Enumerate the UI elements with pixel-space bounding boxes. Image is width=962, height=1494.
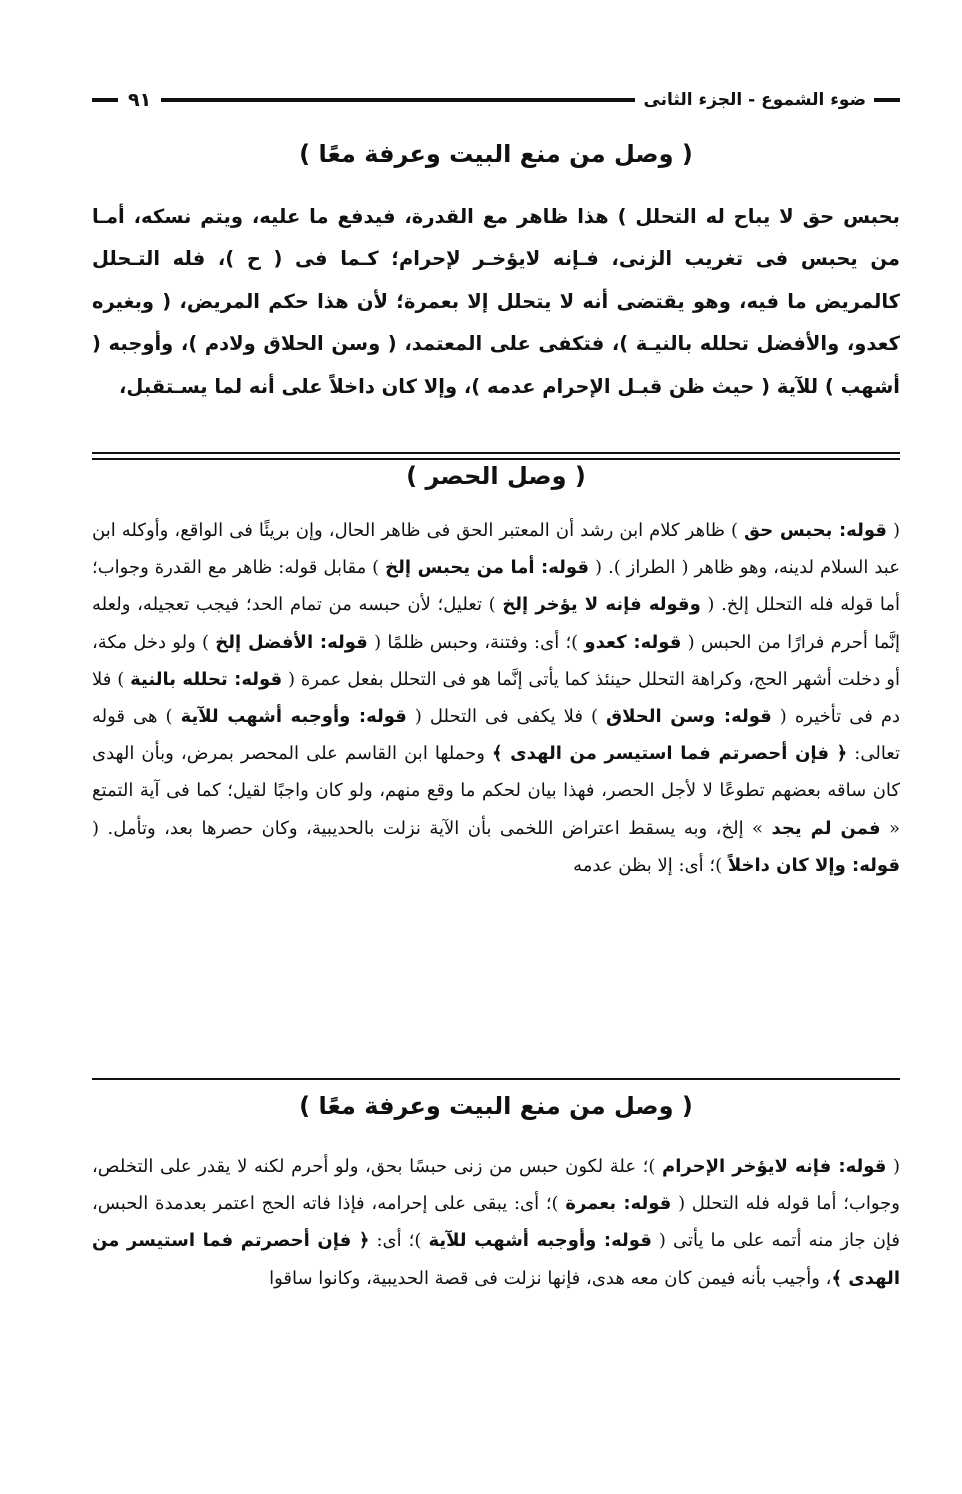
bold-lemma: قوله: فإنه لايؤخر الإحرام: [662, 1156, 887, 1177]
page-number: ٩١: [128, 89, 152, 111]
bold-lemma: ﴿ فإن أحصرتم فما استيسر من الهدى ﴾: [491, 743, 848, 765]
commentary-text: ) فلا يكفى فى التحلل (: [406, 706, 607, 728]
bold-lemma: قوله: الأفضل إلخ: [215, 631, 368, 653]
header-dash-right: [874, 98, 900, 102]
main-text-paragraph: بحبس حق لا يباح له التحلل ) هذا ظاهر مع القدرة، فيدفع ما عليه، ويتم نسكه، أمـا من يحبس فى تغريب الزنى، فـإنه لايؤخـر لإحرام؛ كـما فى ( ح )، فله التـحلل كالمريض ما فيه، وهو يقتضى أنه لا يتحلل إلا بعمرة؛ لأن هذا حكم المريض، ( وبغيره كعدو، والأفضل تحلله بالنيـة )، فتكفى على المعتمد، ( وسن الحلاق ولادم )، وأوجبه ( أشهب ) للآية ( حيث ظن قبـل الإحرام عدمه )، وإلا كان داخلاً على أنه لما يسـتقبل،: [92, 205, 900, 398]
commentary-text: )؛ أى: يبقى على إحرامه، فإذا فاته الحج اعتمر بعدمدة الحبس، فإن جاز منه أتمه على ما يأتى (: [92, 1193, 900, 1252]
bold-lemma: وقوله فإنه لا يؤخر إلخ: [502, 594, 701, 616]
commentary-text: وحملها ابن القاسم على المحصر بمرض، وبأن الهدى كان ساقه بعضهم تطوعًا لا لأجل الحصر، فهذا بيان لحكم ما وقع منهم، ولو كان واجبًا لقيل؛ كما فى آية التمتع «: [92, 743, 900, 839]
bold-lemma: قوله: وسن الحلاق: [606, 706, 772, 728]
header-dash-left: [92, 98, 118, 102]
bold-lemma: قوله: وإلا كان داخلاً: [727, 854, 900, 876]
commentary-text: ، وأجيب بأنه فيمن كان معه هدى، فإنها نزلت فى قصة الحديبية، وكانوا ساقوا: [269, 1267, 832, 1289]
commentary-block-1: [92, 512, 900, 1076]
bold-lemma: فمن لم يجد: [771, 817, 881, 839]
section-heading-bottom: ( وصل من منع البيت وعرفة معًا ): [299, 1092, 693, 1120]
header-rule: [161, 98, 635, 102]
divider-upper-2: [92, 458, 900, 460]
commentary-text: » إلخ، وبه يسقط اعتراض اللخمى بأن الآية نزلت بالحديبية، وكان حصرها بعد، وتأمل. (: [92, 817, 772, 839]
bold-lemma: قوله: أما من يحبس إلخ: [385, 557, 590, 579]
commentary-text: ) مقابل قوله: ظاهر مع القدرة وجواب؛ أما قوله فله التحلل إلخ. (: [92, 557, 900, 616]
commentary-text: ) تعليل؛ لأن حبسه من تمام الحد؛ فيجب تعجيله، ولعله إنَّما أحرم فرارًا من الحبس (: [92, 594, 900, 653]
commentary-text: )؛ أى:: [369, 1230, 429, 1252]
divider-upper-1: [92, 452, 900, 454]
book-title: ضوء الشموع - الجزء الثانى: [643, 90, 866, 110]
bold-lemma: قوله: بحبس حق: [744, 520, 887, 541]
bold-lemma: قوله: تحلله بالنية: [130, 668, 283, 690]
commentary-text: (: [886, 520, 900, 541]
commentary-block-2: [92, 1148, 900, 1380]
commentary-text: ) فلا دم فى تأخيره (: [92, 668, 900, 728]
bold-lemma: قوله: بعمرة: [565, 1193, 672, 1215]
commentary-text: ) ولو دخل مكة، أو دخلت أشهر الحج، وكراهة التحلل حينئذ كما يأتى إنَّما هو فى التحلل بفعل عمرة (: [92, 631, 900, 690]
bold-lemma: ﴿ فإن أحصرتم فما استيسر من الهدى ﴾: [92, 1230, 900, 1289]
running-header: [92, 82, 900, 118]
commentary-text: ) ظاهر كلام ابن رشد أن المعتبر الحق فى ظاهر الحال، وإن بريئًا فى الواقع، وأوكله ابن عبد السلام لدينه، وهو ظاهر ( الطراز ). (: [92, 520, 900, 579]
commentary-text: ) هى قوله تعالى:: [92, 706, 900, 765]
commentary-text: (: [886, 1156, 900, 1177]
commentary-paragraph-2: [92, 1148, 900, 1297]
section-heading-hasr: ( وصل الحصر ): [406, 462, 586, 490]
bold-lemma: قوله: وأوجبه أشهب للآية: [428, 1230, 652, 1252]
main-text: [92, 196, 900, 452]
commentary-paragraph-1: [92, 512, 900, 884]
bold-lemma: قوله: كعدو: [584, 631, 682, 653]
bold-lemma: قوله: وأوجبه أشهب للآية: [180, 706, 407, 728]
commentary-text: )؛ أى: وفتنة، وحبس ظلمًا (: [367, 631, 585, 653]
commentary-text: )؛ علة لكون حبس من زنى حبسًا بحق، ولو أحرم لكنه لا يقدر على التخلص، وجواب؛ أما قوله فله التحلل (: [92, 1156, 900, 1215]
commentary-text: )؛ أى: إلا بظن عدمه: [573, 854, 728, 876]
divider-lower: [92, 1078, 900, 1080]
section-heading-top: ( وصل من منع البيت وعرفة معًا ): [299, 140, 693, 168]
